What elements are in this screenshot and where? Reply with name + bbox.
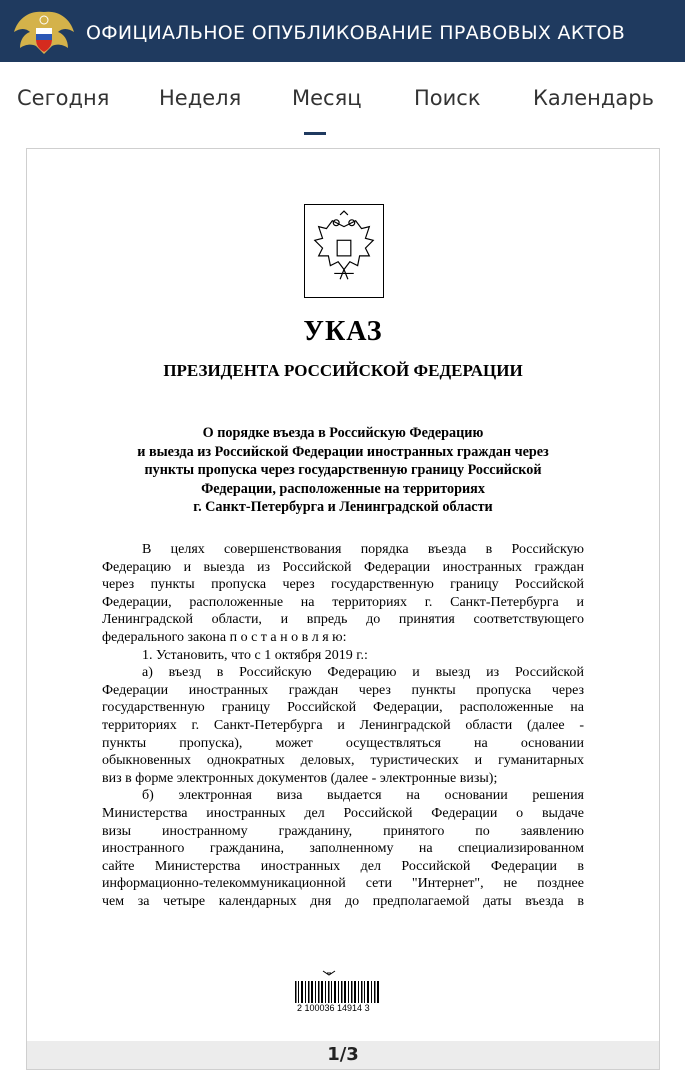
- body-line: Федерации, расположенные на территориях г. Санкт-Петербурга и: [102, 594, 584, 610]
- document-page: [27, 149, 659, 1049]
- document-heading: УКАЗ: [303, 316, 383, 347]
- body-line: пункты пропуска), может осуществляться на основании: [102, 735, 584, 751]
- body-line: иностранного гражданина, заполненному на специализированном: [102, 841, 584, 857]
- subject-line: пункты пропуска через государственную границу Российской: [144, 462, 542, 478]
- tab-bar: [0, 62, 685, 148]
- tab-search[interactable]: Поиск: [414, 86, 481, 110]
- body-line: информационно-телекоммуникационной сети "Интернет", не позднее: [102, 876, 584, 892]
- body-line: б) электронная виза выдается на основании решения: [142, 788, 584, 804]
- page-indicator: 1/3: [327, 1044, 359, 1065]
- body-line: обыкновенных однократных деловых, туристических и гуманитарных: [102, 753, 584, 769]
- body-line: Министерства иностранных дел Российской Федерации о выдаче: [102, 805, 584, 821]
- body-line: 1. Установить, что с 1 октября 2019 г.:: [142, 647, 368, 663]
- document-subheading: ПРЕЗИДЕНТА РОССИЙСКОЙ ФЕДЕРАЦИИ: [163, 361, 523, 380]
- body-line: виз в форме электронных документов (далее - электронные визы);: [102, 770, 498, 786]
- body-line: федерального закона п о с т а н о в л я ю:: [102, 629, 347, 645]
- tab-today[interactable]: Сегодня: [17, 86, 110, 110]
- body-line: Ленинградской области, и впредь до принятия соответствующего: [102, 612, 584, 628]
- document-subject: [87, 424, 599, 517]
- eagle-emblem-icon: [10, 6, 78, 58]
- subject-line: О порядке въезда в Российскую Федерацию: [202, 425, 484, 441]
- body-line: а) въезд в Российскую Федерацию и выезд из Российской: [142, 665, 584, 681]
- subject-line: и выезда из Российской Федерации иностранных граждан через: [137, 443, 549, 460]
- body-line: чем за четыре календарных дня до предполагаемой даты въезда в: [102, 893, 584, 909]
- active-tab-indicator: [304, 132, 326, 135]
- tab-week[interactable]: Неделя: [159, 86, 242, 110]
- body-line: В целях совершенствования порядка въезда в Российскую: [142, 542, 584, 557]
- app-title: ОФИЦИАЛЬНОЕ ОПУБЛИКОВАНИЕ ПРАВОВЫХ АКТОВ: [86, 22, 626, 44]
- tab-calendar[interactable]: Календарь: [533, 86, 654, 110]
- coat-of-arms-icon: [304, 204, 384, 298]
- body-line: государственную границу Российской Федерации, расположенные на: [102, 700, 584, 716]
- tab-month[interactable]: Месяц: [292, 86, 362, 110]
- body-line: Федерации иностранных граждан через пункты пропуска через: [102, 682, 584, 698]
- subject-line: Федерации, расположенные на территориях: [201, 480, 485, 497]
- body-line: территориях г. Санкт-Петербурга и Ленинградской области (далее -: [102, 717, 584, 733]
- document-body: [102, 541, 584, 910]
- page-indicator-bar: [27, 1041, 659, 1069]
- body-line: визы иностранному гражданину, принятого по заявлению: [102, 823, 584, 839]
- body-line: сайте Министерства иностранных дел Российской Федерации в: [102, 858, 584, 874]
- subject-line: г. Санкт-Петербурга и Ленинградской области: [193, 499, 493, 515]
- barcode-number: 2 100036 14914 3: [297, 1003, 370, 1013]
- body-line: Федерацию и выезда из Российской Федерации иностранных граждан: [102, 559, 584, 575]
- app-header: [0, 0, 685, 62]
- document-viewer[interactable]: [26, 148, 660, 1070]
- body-line: через пункты пропуска через государственную границу Российской: [102, 577, 584, 593]
